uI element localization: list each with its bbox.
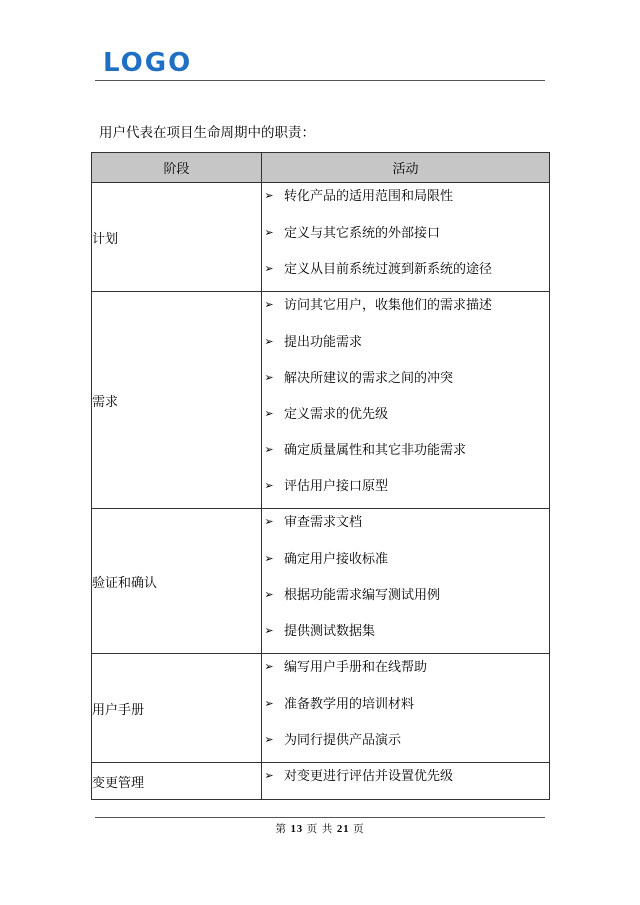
activity-text: 定义与其它系统的外部接口 bbox=[284, 225, 441, 240]
list-item bbox=[262, 690, 549, 726]
footer-prefix: 第 bbox=[275, 824, 287, 835]
phase-cell: 需求 bbox=[92, 292, 262, 509]
arrowhead-bullet-icon: ➢ bbox=[264, 479, 274, 492]
activity-text: 解决所建议的需求之间的冲突 bbox=[284, 370, 454, 385]
arrowhead-bullet-icon: ➢ bbox=[264, 769, 274, 782]
arrowhead-bullet-icon: ➢ bbox=[264, 262, 274, 275]
list-item bbox=[262, 763, 549, 799]
arrowhead-bullet-icon: ➢ bbox=[264, 335, 274, 348]
activities-cell bbox=[262, 183, 550, 292]
footer-divider bbox=[95, 817, 545, 818]
activity-text: 为同行提供产品演示 bbox=[284, 732, 402, 747]
activity-text: 审查需求文档 bbox=[284, 514, 363, 529]
list-item bbox=[262, 545, 549, 581]
arrowhead-bullet-icon: ➢ bbox=[264, 371, 274, 384]
list-item bbox=[262, 509, 549, 545]
phase-cell: 验证和确认 bbox=[92, 509, 262, 654]
header-divider bbox=[95, 80, 545, 81]
responsibilities-table bbox=[91, 152, 550, 800]
arrowhead-bullet-icon: ➢ bbox=[264, 407, 274, 420]
table-row bbox=[92, 183, 550, 292]
list-item bbox=[262, 219, 549, 255]
list-item bbox=[262, 400, 549, 436]
footer-middle: 页 共 bbox=[306, 824, 334, 835]
activity-text: 定义需求的优先级 bbox=[284, 406, 389, 421]
list-item bbox=[262, 726, 549, 762]
footer-suffix: 页 bbox=[353, 824, 365, 835]
activity-text: 准备教学用的培训材料 bbox=[284, 696, 415, 711]
list-item bbox=[262, 581, 549, 617]
phase-cell: 变更管理 bbox=[92, 763, 262, 800]
table-row bbox=[92, 654, 550, 763]
arrowhead-bullet-icon: ➢ bbox=[264, 298, 274, 311]
activity-text: 评估用户接口原型 bbox=[284, 478, 389, 493]
activities-cell bbox=[262, 763, 550, 800]
table-header-row bbox=[92, 153, 550, 183]
activities-cell bbox=[262, 292, 550, 509]
list-item bbox=[262, 617, 549, 653]
activity-text: 提供测试数据集 bbox=[284, 623, 376, 638]
arrowhead-bullet-icon: ➢ bbox=[264, 588, 274, 601]
page-footer bbox=[0, 821, 640, 836]
activity-list bbox=[262, 654, 549, 762]
arrowhead-bullet-icon: ➢ bbox=[264, 697, 274, 710]
phase-cell: 用户手册 bbox=[92, 654, 262, 763]
arrowhead-bullet-icon: ➢ bbox=[264, 624, 274, 637]
table-row bbox=[92, 509, 550, 654]
arrowhead-bullet-icon: ➢ bbox=[264, 189, 274, 202]
list-item bbox=[262, 436, 549, 472]
list-item bbox=[262, 472, 549, 508]
list-item bbox=[262, 654, 549, 690]
list-item bbox=[262, 183, 549, 219]
header-phase: 阶段 bbox=[92, 153, 262, 183]
arrowhead-bullet-icon: ➢ bbox=[264, 226, 274, 239]
activity-list bbox=[262, 763, 549, 799]
activities-cell bbox=[262, 654, 550, 763]
footer-total-pages: 21 bbox=[336, 824, 350, 835]
activity-list bbox=[262, 183, 549, 291]
activity-text: 访问其它用户，收集他们的需求描述 bbox=[284, 297, 493, 312]
activity-text: 编写用户手册和在线帮助 bbox=[284, 659, 428, 674]
logo: LOGO bbox=[103, 48, 193, 78]
activity-text: 转化产品的适用范围和局限性 bbox=[284, 188, 454, 203]
activity-text: 提出功能需求 bbox=[284, 334, 363, 349]
phase-cell: 计划 bbox=[92, 183, 262, 292]
table-row bbox=[92, 292, 550, 509]
activity-text: 确定质量属性和其它非功能需求 bbox=[284, 442, 467, 457]
activities-cell bbox=[262, 509, 550, 654]
list-item bbox=[262, 328, 549, 364]
list-item bbox=[262, 292, 549, 328]
activity-list bbox=[262, 509, 549, 653]
arrowhead-bullet-icon: ➢ bbox=[264, 443, 274, 456]
arrowhead-bullet-icon: ➢ bbox=[264, 552, 274, 565]
activity-text: 根据功能需求编写测试用例 bbox=[284, 587, 441, 602]
activity-text: 对变更进行评估并设置优先级 bbox=[284, 768, 454, 783]
header-activity: 活动 bbox=[262, 153, 550, 183]
activity-text: 确定用户接收标准 bbox=[284, 551, 389, 566]
footer-page-number: 13 bbox=[290, 824, 304, 835]
arrowhead-bullet-icon: ➢ bbox=[264, 733, 274, 746]
activity-list bbox=[262, 292, 549, 508]
list-item bbox=[262, 255, 549, 291]
arrowhead-bullet-icon: ➢ bbox=[264, 660, 274, 673]
table-row bbox=[92, 763, 550, 800]
activity-text: 定义从目前系统过渡到新系统的途径 bbox=[284, 261, 493, 276]
arrowhead-bullet-icon: ➢ bbox=[264, 515, 274, 528]
intro-text: 用户代表在项目生命周期中的职责： bbox=[99, 125, 315, 140]
list-item bbox=[262, 364, 549, 400]
